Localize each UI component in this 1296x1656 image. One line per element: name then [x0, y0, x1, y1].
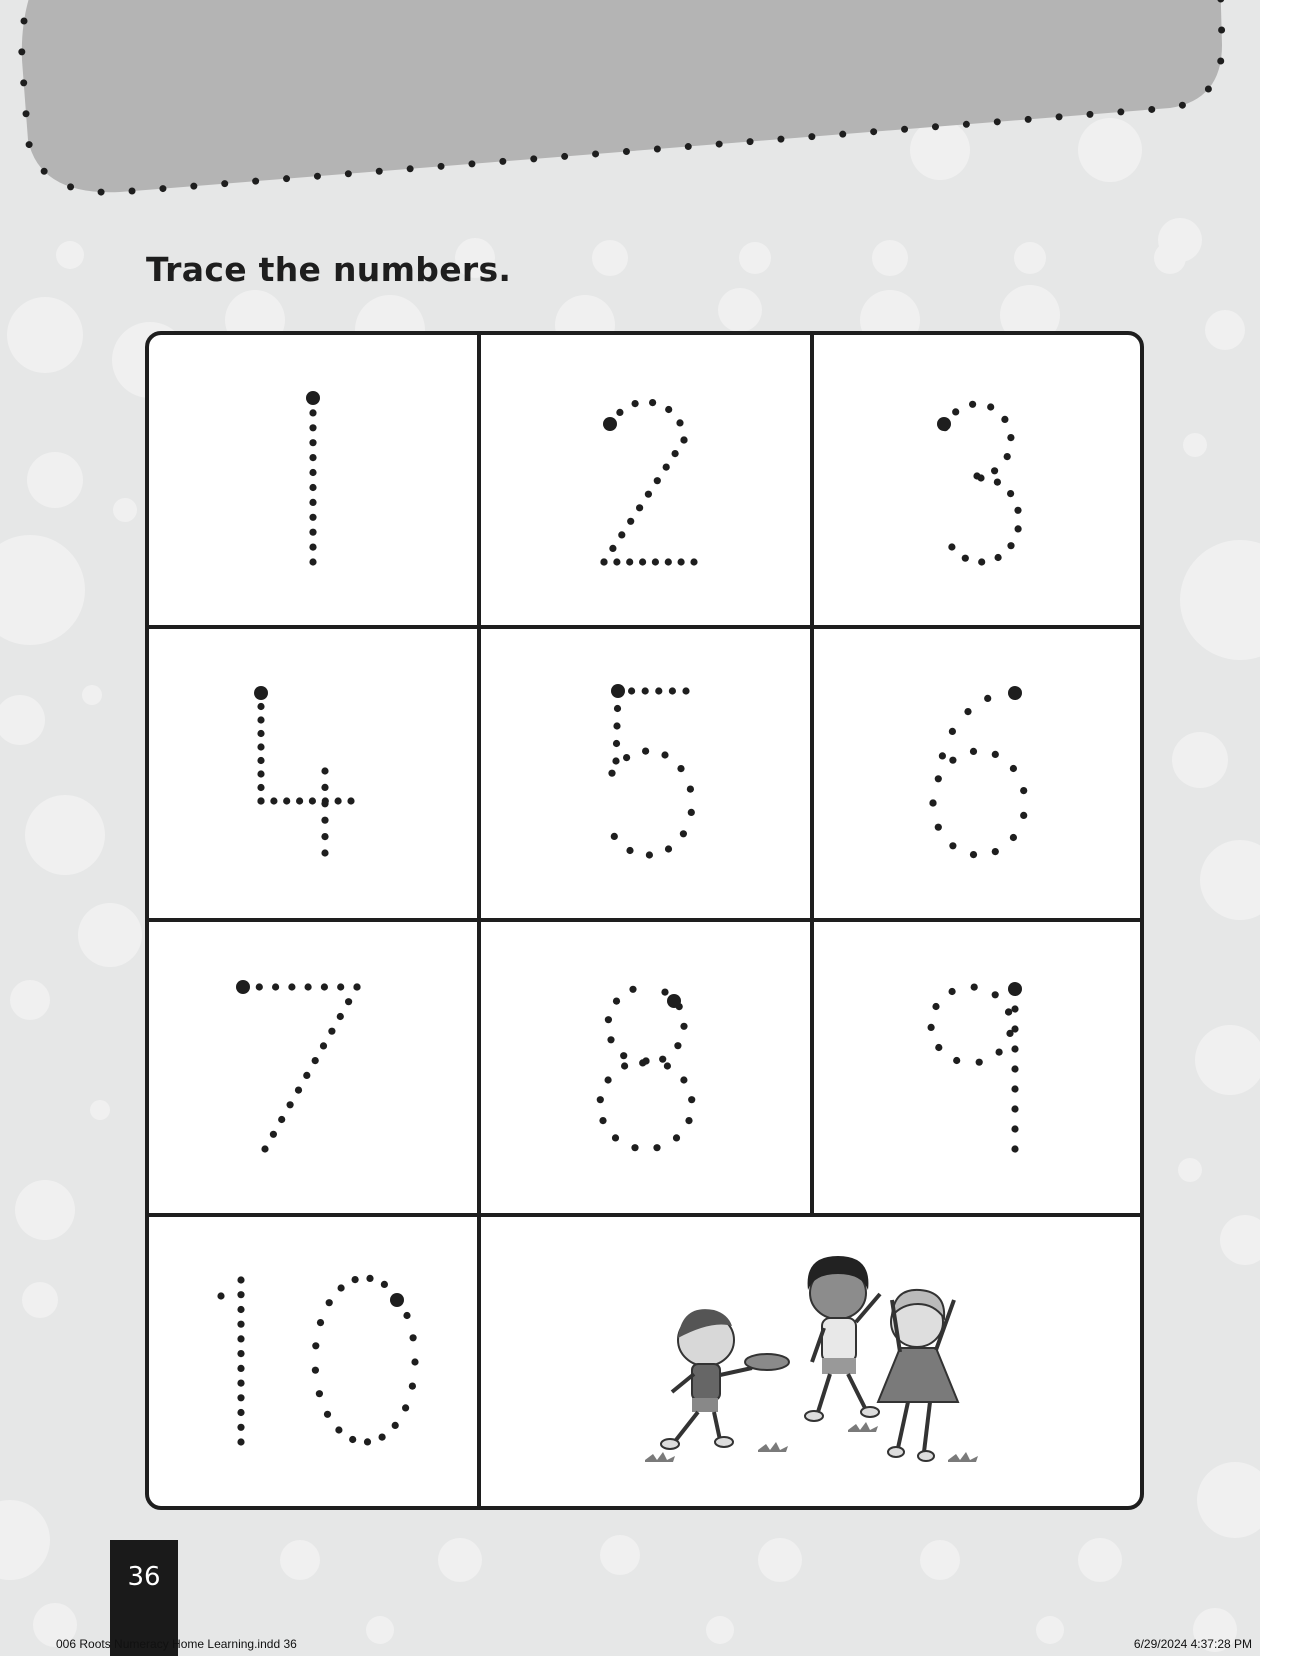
- trace-dot-2: [626, 558, 633, 565]
- trace-dot-2: [639, 558, 646, 565]
- trace-dot-3: [1007, 434, 1014, 441]
- trace-dot-1: [309, 424, 316, 431]
- trace-dot-4: [257, 757, 264, 764]
- trace-dot-7: [278, 1116, 285, 1123]
- trace-dot-10: [237, 1335, 244, 1342]
- trace-dot-10: [379, 1434, 386, 1441]
- start-dot-6: [1008, 686, 1022, 700]
- trace-dot-9: [1011, 1005, 1018, 1012]
- start-dot-2: [603, 417, 617, 431]
- trace-dot-3: [1015, 525, 1022, 532]
- trace-dot-5: [623, 754, 630, 761]
- trace-dot-10: [237, 1380, 244, 1387]
- start-dot-1: [306, 391, 320, 405]
- trace-dot-10: [338, 1284, 345, 1291]
- trace-dot-4: [283, 797, 290, 804]
- trace-dot-8: [688, 1096, 695, 1103]
- trace-dot-8: [680, 1076, 687, 1083]
- trace-dot-6: [935, 824, 942, 831]
- trace-dot-10: [317, 1319, 324, 1326]
- trace-dot-6: [970, 748, 977, 755]
- trace-dot-6: [935, 775, 942, 782]
- trace-dot-10: [335, 1426, 342, 1433]
- trace-dot-8: [605, 1016, 612, 1023]
- trace-dot-3: [1007, 542, 1014, 549]
- start-dot-5: [611, 684, 625, 698]
- trace-dot-3: [994, 479, 1001, 486]
- trace-dot-1: [309, 409, 316, 416]
- trace-dot-6: [1020, 812, 1027, 819]
- trace-dot-4: [321, 784, 328, 791]
- trace-dot-9: [935, 1044, 942, 1051]
- trace-dot-5: [626, 847, 633, 854]
- trace-dot-6: [1010, 765, 1017, 772]
- trace-dot-10: [237, 1306, 244, 1313]
- trace-dot-2: [618, 531, 625, 538]
- trace-dot-4: [321, 800, 328, 807]
- trace-dot-2: [678, 558, 685, 565]
- trace-dot-4: [257, 797, 264, 804]
- trace-dot-7: [337, 983, 344, 990]
- trace-dot-8: [613, 998, 620, 1005]
- trace-dot-5: [608, 770, 615, 777]
- trace-dot-9: [949, 988, 956, 995]
- trace-dot-3: [977, 474, 984, 481]
- trace-dot-2: [645, 491, 652, 498]
- trace-dot-2: [609, 545, 616, 552]
- trace-dot-8: [597, 1096, 604, 1103]
- trace-dot-8: [642, 1057, 649, 1064]
- trace-dot-9: [971, 984, 978, 991]
- trace-dot-4: [257, 716, 264, 723]
- trace-dot-8: [653, 1144, 660, 1151]
- instruction-heading: Trace the numbers.: [146, 250, 512, 289]
- trace-dot-3: [952, 408, 959, 415]
- print-slug-file: 006 Roots Numeracy Home Learning.indd 36: [56, 1637, 297, 1651]
- trace-dot-3: [991, 467, 998, 474]
- trace-dot-9: [1005, 1008, 1012, 1015]
- trace-dot-8: [661, 989, 668, 996]
- trace-dot-8: [673, 1134, 680, 1141]
- trace-dot-2: [672, 450, 679, 457]
- trace-dot-2: [676, 419, 683, 426]
- trace-dot-5: [646, 851, 653, 858]
- trace-dot-1: [309, 544, 316, 551]
- trace-dot-6: [964, 708, 971, 715]
- trace-dot-3: [1004, 453, 1011, 460]
- trace-dot-7: [328, 1028, 335, 1035]
- trace-dot-2: [652, 558, 659, 565]
- trace-dot-5: [613, 740, 620, 747]
- trace-dot-10: [312, 1367, 319, 1374]
- trace-dot-6: [992, 848, 999, 855]
- trace-dot-3: [978, 558, 985, 565]
- trace-dot-3: [987, 403, 994, 410]
- trace-dot-2: [627, 518, 634, 525]
- trace-dot-4: [257, 730, 264, 737]
- trace-dot-7: [287, 1101, 294, 1108]
- trace-dot-4: [257, 743, 264, 750]
- trace-dot-7: [270, 1131, 277, 1138]
- start-dot-7: [236, 980, 250, 994]
- trace-dot-10: [237, 1365, 244, 1372]
- trace-dot-6: [992, 751, 999, 758]
- trace-dot-2: [632, 400, 639, 407]
- trace-dot-1: [309, 454, 316, 461]
- trace-dot-5: [682, 687, 689, 694]
- trace-dot-10: [352, 1276, 359, 1283]
- trace-dot-6: [949, 842, 956, 849]
- trace-dot-10: [409, 1383, 416, 1390]
- start-dot-4: [254, 686, 268, 700]
- trace-dot-4: [321, 849, 328, 856]
- trace-dot-3: [1014, 507, 1021, 514]
- trace-dot-6: [929, 799, 936, 806]
- trace-dot-4: [321, 833, 328, 840]
- trace-dot-2: [636, 504, 643, 511]
- trace-dot-10: [217, 1292, 224, 1299]
- trace-dot-8: [659, 1056, 666, 1063]
- trace-dot-10: [237, 1394, 244, 1401]
- trace-dot-8: [599, 1117, 606, 1124]
- trace-dot-5: [628, 687, 635, 694]
- trace-dot-4: [321, 767, 328, 774]
- trace-dot-1: [309, 484, 316, 491]
- trace-dot-7: [345, 998, 352, 1005]
- trace-dot-4: [257, 703, 264, 710]
- trace-dot-10: [237, 1276, 244, 1283]
- trace-dot-10: [237, 1409, 244, 1416]
- trace-dot-9: [996, 1049, 1003, 1056]
- trace-dot-3: [962, 555, 969, 562]
- trace-dot-8: [612, 1134, 619, 1141]
- trace-dot-9: [1011, 1065, 1018, 1072]
- trace-dot-10: [366, 1275, 373, 1282]
- trace-dot-8: [674, 1042, 681, 1049]
- trace-dot-10: [237, 1424, 244, 1431]
- trace-dot-3: [1007, 490, 1014, 497]
- trace-dot-5: [687, 786, 694, 793]
- trace-dot-6: [1020, 787, 1027, 794]
- trace-dot-8: [664, 1062, 671, 1069]
- trace-dot-8: [631, 1144, 638, 1151]
- trace-dot-2: [613, 558, 620, 565]
- trace-dot-4: [321, 817, 328, 824]
- trace-dot-8: [680, 1023, 687, 1030]
- trace-dot-10: [237, 1438, 244, 1445]
- trace-dot-2: [690, 558, 697, 565]
- trace-dot-9: [1011, 1125, 1018, 1132]
- trace-dot-9: [928, 1024, 935, 1031]
- trace-dot-4: [309, 797, 316, 804]
- trace-dot-5: [612, 757, 619, 764]
- trace-dot-10: [349, 1436, 356, 1443]
- trace-dot-7: [272, 983, 279, 990]
- trace-dot-9: [1011, 1085, 1018, 1092]
- trace-dot-8: [621, 1062, 628, 1069]
- start-dot-10: [390, 1293, 404, 1307]
- trace-dot-5: [665, 845, 672, 852]
- trace-dot-10: [381, 1281, 388, 1288]
- trace-dot-5: [613, 722, 620, 729]
- trace-dot-10: [364, 1438, 371, 1445]
- trace-dot-3: [995, 554, 1002, 561]
- trace-dot-2: [600, 558, 607, 565]
- trace-dot-5: [677, 765, 684, 772]
- trace-dot-5: [642, 748, 649, 755]
- trace-dot-10: [410, 1334, 417, 1341]
- trace-dot-1: [309, 529, 316, 536]
- trace-dot-5: [614, 705, 621, 712]
- trace-dot-9: [1011, 1105, 1018, 1112]
- trace-dot-6: [970, 851, 977, 858]
- trace-dot-2: [654, 477, 661, 484]
- trace-dot-9: [932, 1003, 939, 1010]
- trace-dot-10: [324, 1411, 331, 1418]
- trace-dot-8: [607, 1036, 614, 1043]
- trace-dot-10: [411, 1358, 418, 1365]
- trace-dot-4: [257, 770, 264, 777]
- trace-dot-6: [984, 695, 991, 702]
- trace-dot-7: [321, 983, 328, 990]
- trace-dot-1: [309, 439, 316, 446]
- trace-dot-6: [949, 757, 956, 764]
- trace-dot-8: [605, 1076, 612, 1083]
- trace-dot-9: [1011, 1045, 1018, 1052]
- start-dot-8: [667, 994, 681, 1008]
- trace-dot-7: [288, 983, 295, 990]
- trace-dot-7: [312, 1057, 319, 1064]
- trace-dot-5: [688, 809, 695, 816]
- trace-dot-8: [629, 986, 636, 993]
- trace-dot-9: [1011, 1145, 1018, 1152]
- trace-dot-5: [680, 830, 687, 837]
- trace-dot-9: [1011, 1025, 1018, 1032]
- trace-dot-7: [256, 983, 263, 990]
- trace-dot-5: [611, 833, 618, 840]
- trace-dot-10: [237, 1350, 244, 1357]
- trace-dot-3: [1001, 416, 1008, 423]
- trace-dot-4: [296, 797, 303, 804]
- trace-dot-2: [680, 436, 687, 443]
- trace-dot-7: [305, 983, 312, 990]
- trace-dot-1: [309, 558, 316, 565]
- page-number: 36: [127, 1562, 161, 1592]
- trace-dot-10: [326, 1299, 333, 1306]
- trace-dot-7: [303, 1072, 310, 1079]
- trace-dot-7: [295, 1087, 302, 1094]
- trace-dot-6: [1010, 834, 1017, 841]
- trace-dot-3: [969, 401, 976, 408]
- trace-dot-10: [403, 1312, 410, 1319]
- trace-dot-4: [257, 784, 264, 791]
- trace-dot-6: [949, 728, 956, 735]
- trace-dot-2: [649, 399, 656, 406]
- trace-dot-5: [661, 751, 668, 758]
- trace-dot-9: [992, 991, 999, 998]
- trace-dot-2: [663, 464, 670, 471]
- trace-dot-1: [309, 469, 316, 476]
- trace-dot-1: [309, 499, 316, 506]
- trace-dot-7: [353, 983, 360, 990]
- trace-dot-3: [948, 543, 955, 550]
- trace-dot-10: [392, 1422, 399, 1429]
- trace-dot-4: [270, 797, 277, 804]
- trace-dot-9: [953, 1057, 960, 1064]
- trace-dot-2: [616, 409, 623, 416]
- trace-dot-9: [976, 1059, 983, 1066]
- trace-dot-5: [669, 687, 676, 694]
- trace-dot-6: [939, 752, 946, 759]
- start-dot-9: [1008, 982, 1022, 996]
- trace-dot-10: [402, 1404, 409, 1411]
- trace-dot-10: [316, 1390, 323, 1397]
- trace-dot-5: [655, 687, 662, 694]
- trace-dot-2: [665, 558, 672, 565]
- print-slug-date: 6/29/2024 4:37:28 PM: [1133, 1637, 1252, 1651]
- start-dot-3: [937, 417, 951, 431]
- trace-dot-4: [335, 797, 342, 804]
- trace-dot-5: [642, 687, 649, 694]
- trace-dot-8: [685, 1117, 692, 1124]
- trace-dot-7: [337, 1013, 344, 1020]
- trace-dot-1: [309, 514, 316, 521]
- trace-dot-8: [620, 1052, 627, 1059]
- trace-dot-10: [312, 1342, 319, 1349]
- trace-dot-2: [665, 406, 672, 413]
- trace-dot-7: [261, 1145, 268, 1152]
- trace-dot-7: [320, 1042, 327, 1049]
- trace-dot-4: [347, 797, 354, 804]
- trace-dot-10: [237, 1321, 244, 1328]
- trace-dot-10: [237, 1291, 244, 1298]
